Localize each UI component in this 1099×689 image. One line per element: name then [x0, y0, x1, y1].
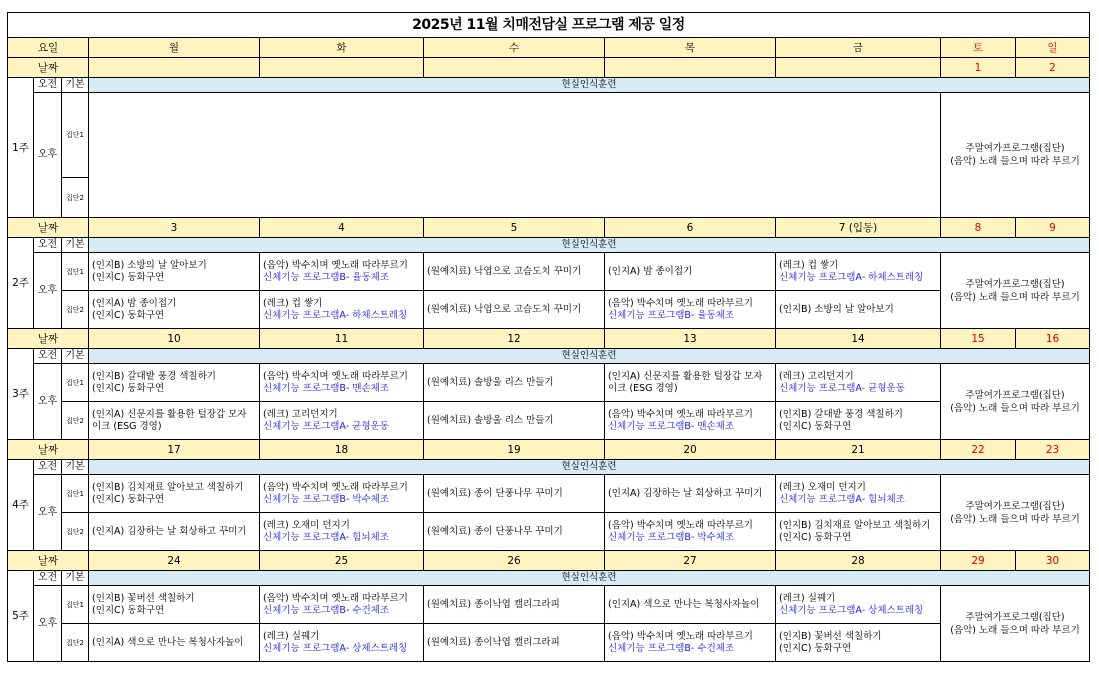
program-line: (인지B) 갈대밭 풍경 색칠하기	[779, 408, 903, 420]
program-cell	[776, 402, 941, 440]
program-cell	[89, 475, 260, 513]
program-line: (레크) 컵 쌓기	[263, 297, 323, 309]
am-row	[8, 78, 1090, 93]
program-cell	[776, 624, 941, 662]
weekend-program	[941, 586, 1090, 662]
program-line: 신체기능 프로그램B- 맨손체조	[608, 420, 735, 432]
basic-label: 기본	[62, 78, 89, 93]
program-line: (인지A) 밤 종이접기	[608, 265, 693, 277]
weekend-program-detail: (음악) 노래 들으며 따라 부르기	[950, 402, 1080, 414]
date-cell: 19	[424, 440, 605, 460]
date-row	[8, 329, 1090, 349]
date-cell	[260, 58, 424, 78]
basic-label: 기본	[62, 460, 89, 475]
program-cell	[424, 586, 605, 624]
day-sat: 토	[941, 38, 1016, 58]
program-cell	[260, 364, 424, 402]
program-cell	[776, 586, 941, 624]
program-line: 신체기능 프로그램A- 상체스트레칭	[263, 642, 408, 654]
pm-label: 오후	[34, 364, 62, 440]
program-line: (인지B) 김치재료 알아보고 색칠하기	[92, 481, 244, 493]
program-line: (인지C) 동화구연	[92, 309, 165, 321]
group2-label: 집단2	[62, 402, 89, 440]
program-line: 신체기능 프로그램A- 하체스트레칭	[263, 309, 408, 321]
program-line: 신체기능 프로그램A- 힘뇌체조	[779, 493, 905, 505]
program-line: (인지A) 색으로 만나는 복청사자놀이	[608, 598, 760, 610]
day-header-row	[8, 38, 1090, 58]
program-line: (원예치료) 솔방울 리스 만들기	[427, 414, 554, 426]
reality-training-bar: 현실인식훈련	[89, 238, 1090, 253]
program-line: 신체기능 프로그램B- 율동체조	[608, 309, 735, 321]
program-line: 신체기능 프로그램B- 수건체조	[608, 642, 735, 654]
program-line: 신체기능 프로그램B- 박수체조	[263, 493, 390, 505]
program-cell	[424, 513, 605, 551]
date-cell: 12	[424, 329, 605, 349]
date-row	[8, 551, 1090, 571]
date-row	[8, 58, 1090, 78]
program-cell	[605, 364, 776, 402]
pm-label: 오후	[34, 93, 62, 218]
date-cell: 20	[605, 440, 776, 460]
program-cell	[605, 253, 776, 291]
group1-row	[8, 253, 1090, 291]
weekend-program-title: 주말여가프로그램(집단)	[965, 500, 1065, 512]
program-line: (레크) 오재미 던지기	[779, 481, 866, 493]
program-cell	[89, 253, 260, 291]
program-cell	[89, 586, 260, 624]
program-line: (인지B) 김치재료 알아보고 색칠하기	[779, 519, 931, 531]
program-line: (인지B) 꽃버선 색칠하기	[779, 630, 882, 642]
weekend-program	[941, 253, 1090, 329]
date-cell: 16	[1016, 329, 1090, 349]
group1-row	[8, 586, 1090, 624]
weekend-program-title: 주말여가프로그램(집단)	[965, 143, 1065, 154]
program-line: (음악) 박수치며 옛노래 따라부르기	[608, 297, 753, 309]
group2-row	[8, 402, 1090, 440]
week-label: 3주	[8, 349, 34, 440]
program-line: (음악) 박수치며 옛노래 따라부르기	[263, 592, 408, 604]
program-line: (인지B) 소방의 날 알아보기	[92, 259, 207, 271]
group1-label: 집단1	[62, 475, 89, 513]
program-cell	[605, 513, 776, 551]
day-sun: 일	[1016, 38, 1090, 58]
date-cell: 10	[89, 329, 260, 349]
program-cell	[776, 475, 941, 513]
program-line: (음악) 박수치며 옛노래 따라부르기	[263, 259, 408, 271]
program-cell	[776, 253, 941, 291]
date-cell	[89, 58, 260, 78]
reality-training-bar: 현실인식훈련	[89, 571, 1090, 586]
am-row	[8, 238, 1090, 253]
group1-label: 집단1	[62, 253, 89, 291]
date-label: 날짜	[8, 440, 89, 460]
program-line: (원예치료) 종이 단풍나무 꾸미기	[427, 487, 563, 499]
program-line: (인지A) 신문지를 활용한 털장갑 모자	[608, 370, 763, 382]
am-row	[8, 349, 1090, 364]
program-cell	[605, 402, 776, 440]
reality-training-bar: 현실인식훈련	[89, 78, 1090, 93]
program-cell	[89, 364, 260, 402]
group1-label: 집단1	[62, 586, 89, 624]
program-cell	[424, 364, 605, 402]
am-label: 오전	[34, 78, 62, 93]
program-cell	[424, 291, 605, 329]
day-wed: 수	[424, 38, 605, 58]
week-label: 1주	[8, 78, 34, 218]
date-cell: 23	[1016, 440, 1090, 460]
date-label: 날짜	[8, 58, 89, 78]
program-cell	[776, 364, 941, 402]
date-label: 날짜	[8, 551, 89, 571]
weekend-program-detail: (음악) 노래 들으며 따라 부르기	[950, 156, 1080, 167]
program-cell	[424, 253, 605, 291]
weekend-program-detail: (음악) 노래 들으며 따라 부르기	[950, 291, 1080, 303]
date-cell: 9	[1016, 218, 1090, 238]
group2-label: 집단2	[62, 291, 89, 329]
weekend-program	[941, 364, 1090, 440]
week-label: 2주	[8, 238, 34, 329]
program-line: (레크) 고리던지기	[263, 408, 338, 420]
program-line: (인지C) 동화구연	[92, 493, 165, 505]
reality-training-bar: 현실인식훈련	[89, 460, 1090, 475]
program-cell	[89, 291, 260, 329]
am-label: 오전	[34, 349, 62, 364]
date-cell: 30	[1016, 551, 1090, 571]
program-line: (레크) 컵 쌓기	[779, 259, 839, 271]
date-cell: 11	[260, 329, 424, 349]
program-line: (레크) 실꿰기	[263, 630, 320, 642]
program-cell	[89, 402, 260, 440]
program-line: (인지B) 갈대밭 풍경 색칠하기	[92, 370, 216, 382]
program-line: (레크) 실꿰기	[779, 592, 836, 604]
program-line: (음악) 박수치며 옛노래 따라부르기	[263, 481, 408, 493]
weekend-program-title: 주말여가프로그램(집단)	[965, 611, 1065, 623]
program-line: (원예치료) 종이 단풍나무 꾸미기	[427, 525, 563, 537]
group2-label: 집단2	[62, 513, 89, 551]
program-line: (인지B) 소방의 날 알아보기	[779, 303, 894, 315]
program-cell	[424, 624, 605, 662]
program-cell	[605, 291, 776, 329]
program-line: (레크) 고리던지기	[779, 370, 854, 382]
date-cell: 15	[941, 329, 1016, 349]
program-line: (인지C) 동화구연	[92, 271, 165, 283]
program-line: (원예치료) 종이낙엽 캘리그라피	[427, 636, 560, 648]
date-cell: 17	[89, 440, 260, 460]
weekend-program-detail: (음악) 노래 들으며 따라 부르기	[950, 513, 1080, 525]
date-cell: 24	[89, 551, 260, 571]
group1-row	[8, 475, 1090, 513]
group2-row	[8, 513, 1090, 551]
week-label: 4주	[8, 460, 34, 551]
weekend-program-title: 주말여가프로그램(집단)	[965, 389, 1065, 401]
program-line: (음악) 박수치며 옛노래 따라부르기	[608, 408, 753, 420]
date-row	[8, 218, 1090, 238]
program-line: (인지C) 동화구연	[92, 604, 165, 616]
day-tue: 화	[260, 38, 424, 58]
group1-row	[8, 364, 1090, 402]
basic-label: 기본	[62, 238, 89, 253]
weekend-program-title: 주말여가프로그램(집단)	[965, 278, 1065, 290]
program-cell	[260, 475, 424, 513]
am-label: 오전	[34, 238, 62, 253]
program-cell	[260, 253, 424, 291]
pm-label: 오후	[34, 253, 62, 329]
date-cell: 4	[260, 218, 424, 238]
program-cell	[605, 586, 776, 624]
program-line: (원예치료) 솔방울 리스 만들기	[427, 376, 554, 388]
date-cell: 1	[941, 58, 1016, 78]
program-cell	[605, 475, 776, 513]
program-cell	[776, 513, 941, 551]
group2-row	[8, 291, 1090, 329]
date-cell: 13	[605, 329, 776, 349]
program-line: (인지A) 김장하는 날 회상하고 꾸미기	[608, 487, 763, 499]
date-cell: 7 (입동)	[776, 218, 941, 238]
group2-label: 집단2	[62, 178, 89, 218]
program-line: 신체기능 프로그램A- 힘뇌체조	[263, 531, 389, 543]
date-cell: 5	[424, 218, 605, 238]
program-cell	[776, 291, 941, 329]
date-cell: 22	[941, 440, 1016, 460]
program-cell	[89, 624, 260, 662]
program-cell	[260, 402, 424, 440]
date-cell: 21	[776, 440, 941, 460]
day-fri: 금	[776, 38, 941, 58]
date-cell: 8	[941, 218, 1016, 238]
weekend-program	[941, 475, 1090, 551]
date-cell: 29	[941, 551, 1016, 571]
program-line: (인지A) 색으로 만나는 복청사자놀이	[92, 636, 244, 648]
program-line: 신체기능 프로그램B- 수건체조	[263, 604, 390, 616]
program-line: (인지C) 동화구연	[779, 420, 852, 432]
program-cell	[260, 624, 424, 662]
week-label: 5주	[8, 571, 34, 662]
program-line: 신체기능 프로그램A- 균형운동	[779, 382, 905, 394]
program-line: 신체기능 프로그램B- 맨손체조	[263, 382, 390, 394]
group1-label: 집단1	[62, 364, 89, 402]
am-label: 오전	[34, 571, 62, 586]
pm-label: 오후	[34, 475, 62, 551]
program-cell	[260, 291, 424, 329]
group2-label: 집단2	[62, 624, 89, 662]
reality-training-bar: 현실인식훈련	[89, 349, 1090, 364]
program-line: 신체기능 프로그램A- 균형운동	[263, 420, 389, 432]
program-line: (인지B) 꽃버선 색칠하기	[92, 592, 195, 604]
date-cell: 3	[89, 218, 260, 238]
program-line: (음악) 박수치며 옛노래 따라부르기	[608, 519, 753, 531]
program-cell	[424, 402, 605, 440]
program-line: (원예치료) 낙엽으로 고슴도치 꾸미기	[427, 303, 582, 315]
date-cell: 25	[260, 551, 424, 571]
group1-row	[8, 93, 1090, 178]
program-cell	[424, 475, 605, 513]
date-cell	[605, 58, 776, 78]
schedule-table	[7, 12, 1090, 662]
program-line: 이크 (ESG 경영)	[608, 382, 678, 394]
program-cell	[260, 586, 424, 624]
program-line: (인지C) 동화구연	[92, 382, 165, 394]
program-cell	[605, 624, 776, 662]
program-line: (인지A) 밤 종이접기	[92, 297, 177, 309]
program-line: (레크) 오재미 던지기	[263, 519, 350, 531]
am-label: 오전	[34, 460, 62, 475]
group2-row	[8, 624, 1090, 662]
date-cell: 6	[605, 218, 776, 238]
weekend-program	[941, 93, 1090, 218]
am-row	[8, 571, 1090, 586]
date-cell: 2	[1016, 58, 1090, 78]
basic-label: 기본	[62, 349, 89, 364]
basic-label: 기본	[62, 571, 89, 586]
program-line: (인지C) 동화구연	[779, 531, 852, 543]
program-line: 이크 (ESG 경영)	[92, 420, 162, 432]
am-row	[8, 460, 1090, 475]
date-cell: 14	[776, 329, 941, 349]
program-line: (원예치료) 종이낙엽 캘리그라피	[427, 598, 560, 610]
program-line: (인지A) 김장하는 날 회상하고 꾸미기	[92, 525, 247, 537]
program-line: 신체기능 프로그램B- 박수체조	[608, 531, 735, 543]
date-cell	[776, 58, 941, 78]
date-cell	[424, 58, 605, 78]
date-label: 날짜	[8, 329, 89, 349]
pm-label: 오후	[34, 586, 62, 662]
program-line: (인지A) 신문지를 활용한 털장갑 모자	[92, 408, 247, 420]
program-line: (인지C) 동화구연	[779, 642, 852, 654]
date-label: 날짜	[8, 218, 89, 238]
program-line: (원예치료) 낙엽으로 고슴도치 꾸미기	[427, 265, 582, 277]
program-line: (음악) 박수치며 옛노래 따라부르기	[608, 630, 753, 642]
date-row	[8, 440, 1090, 460]
program-line: 신체기능 프로그램A- 상체스트레칭	[779, 604, 924, 616]
program-line: 신체기능 프로그램A- 하체스트레칭	[779, 271, 924, 283]
date-cell: 27	[605, 551, 776, 571]
date-cell: 26	[424, 551, 605, 571]
empty-week-area	[89, 93, 941, 218]
program-line: (음악) 박수치며 옛노래 따라부르기	[263, 370, 408, 382]
day-thu: 목	[605, 38, 776, 58]
program-line: 신체기능 프로그램B- 율동체조	[263, 271, 390, 283]
date-cell: 28	[776, 551, 941, 571]
page-title: 2025년 11월 치매전담실 프로그램 제공 일정	[8, 13, 1090, 38]
program-cell	[89, 513, 260, 551]
weekend-program-detail: (음악) 노래 들으며 따라 부르기	[950, 624, 1080, 636]
day-header-label: 요일	[8, 38, 89, 58]
program-cell	[260, 513, 424, 551]
date-cell: 18	[260, 440, 424, 460]
day-mon: 월	[89, 38, 260, 58]
group1-label: 집단1	[62, 93, 89, 178]
